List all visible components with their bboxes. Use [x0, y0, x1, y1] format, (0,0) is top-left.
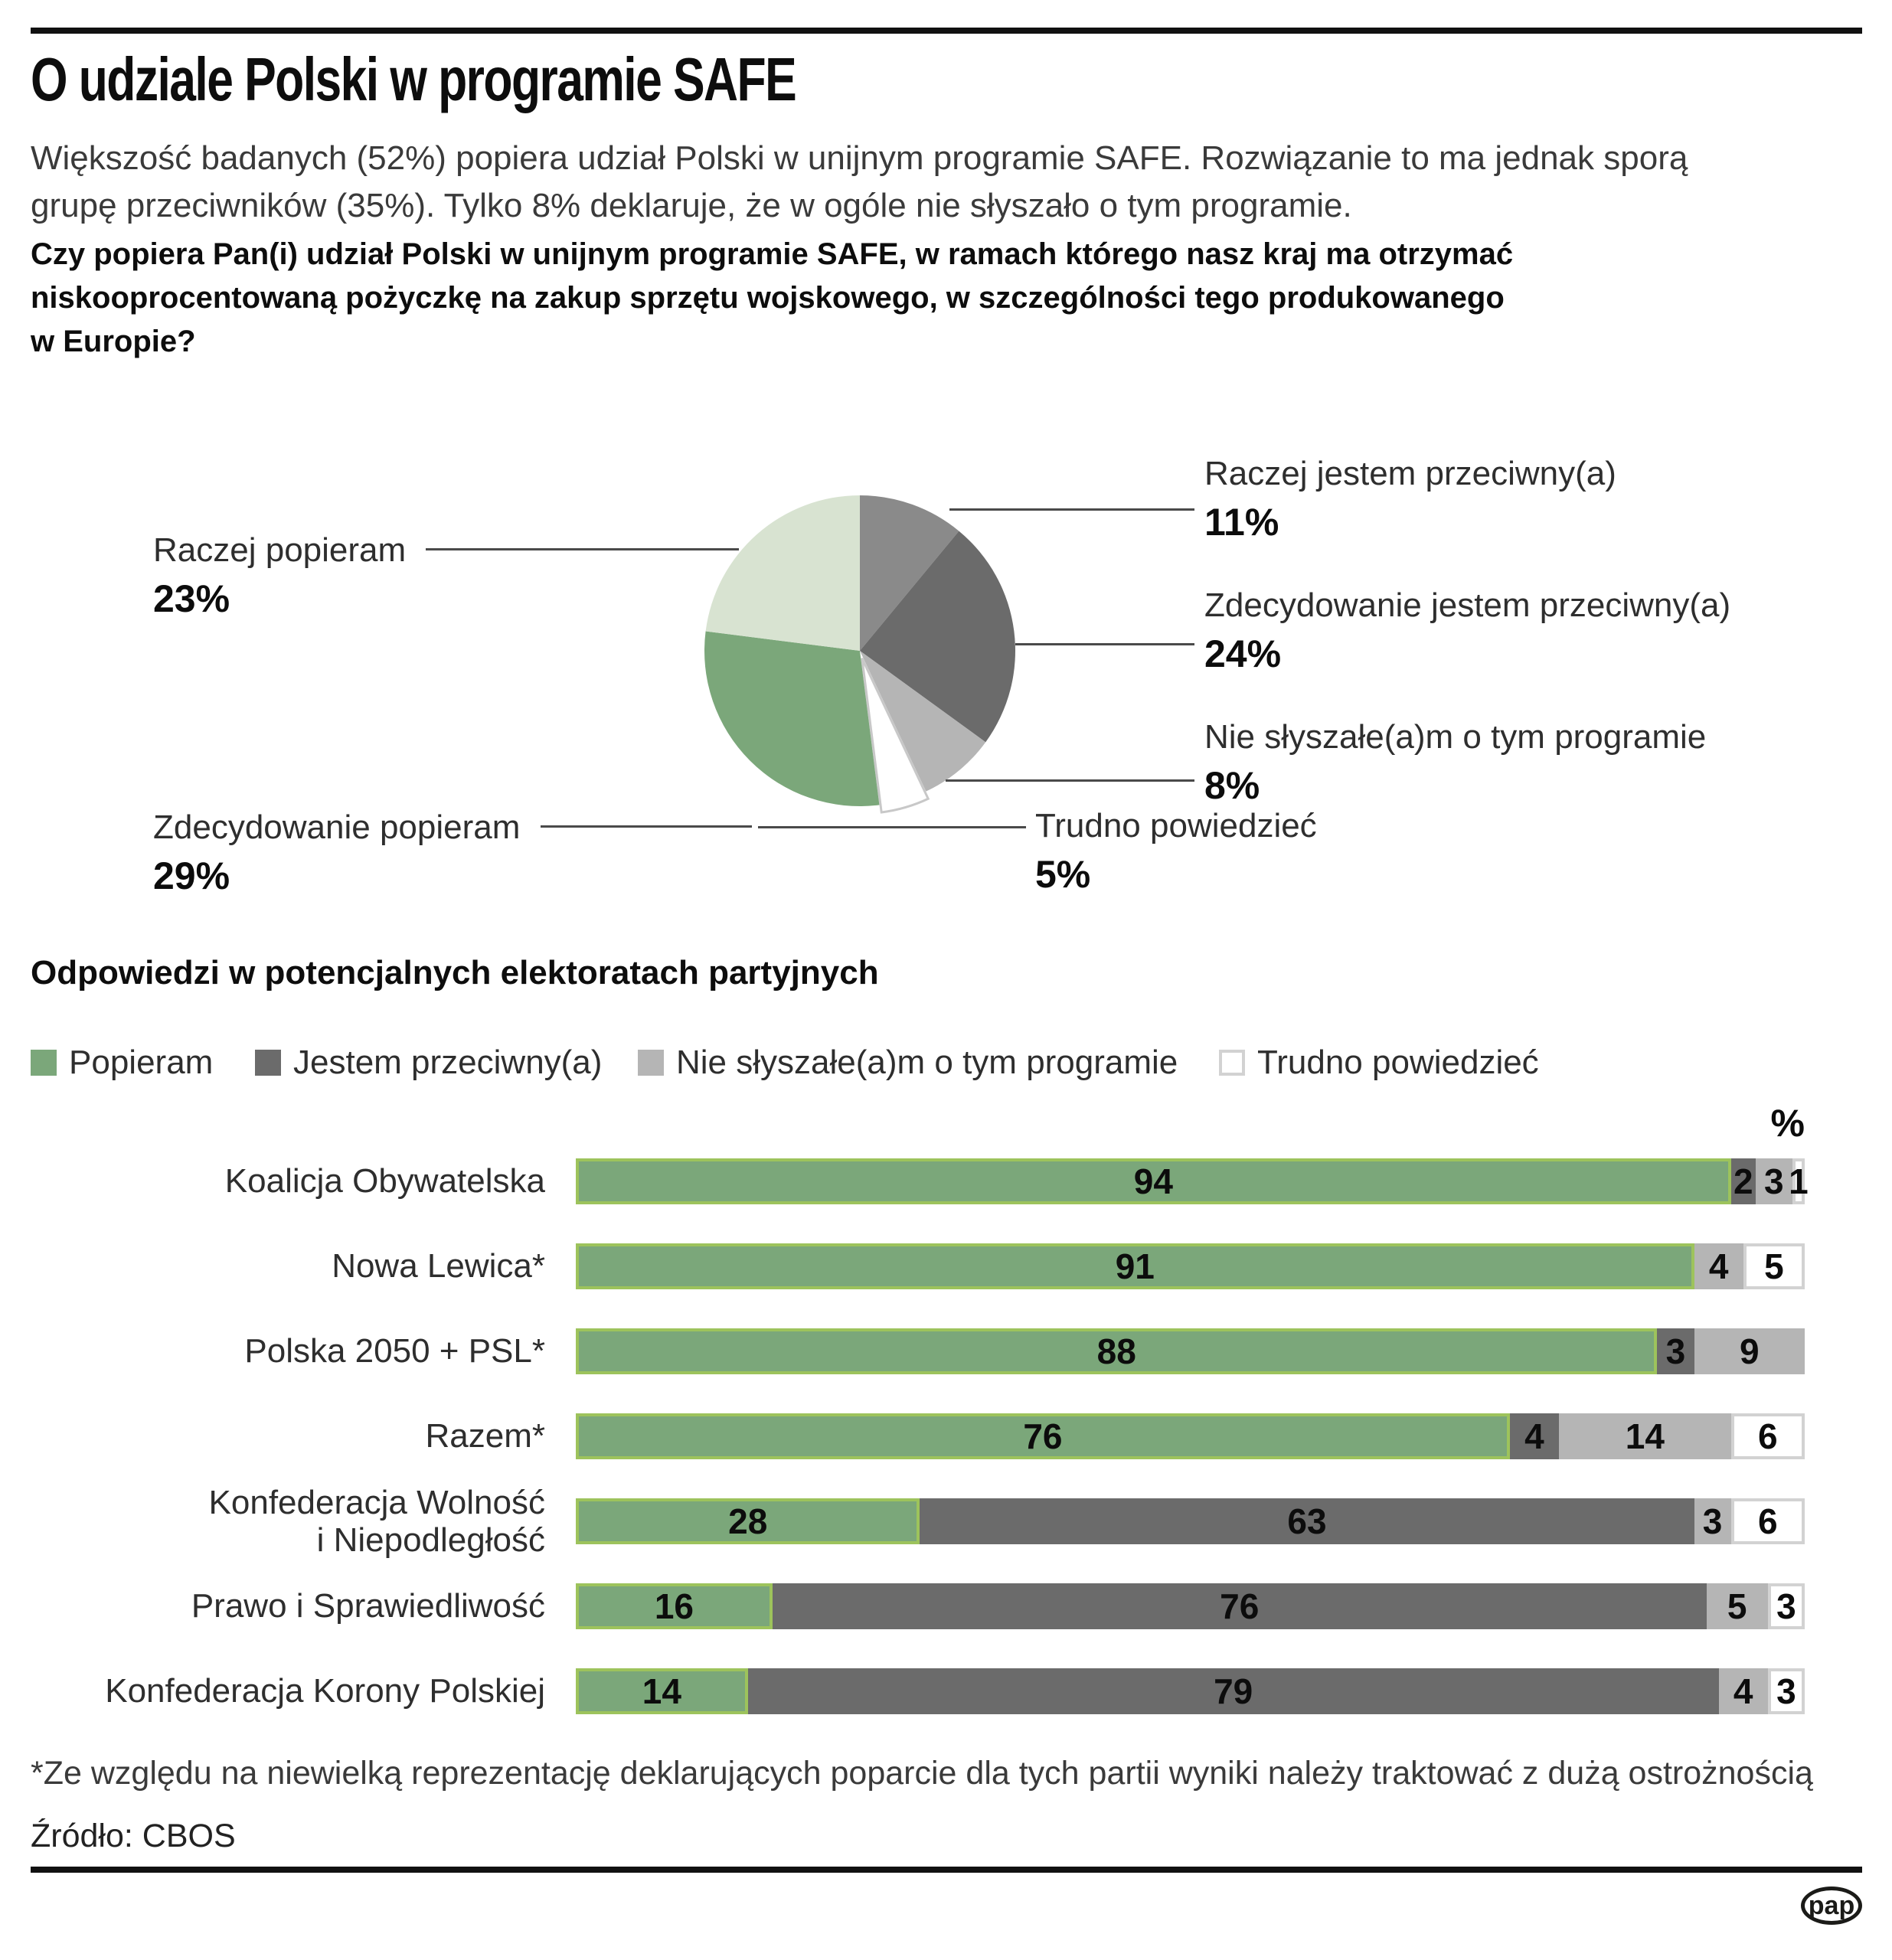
bar-segment-value: 63	[1287, 1501, 1327, 1541]
stacked-bar	[576, 1328, 1805, 1374]
bar-row-label	[0, 1413, 545, 1459]
bar-label-line1: Konfederacja Wolność	[208, 1483, 545, 1521]
pie-label-nie-slyszalem	[1204, 718, 1706, 808]
bar-segment-value: 6	[1758, 1501, 1778, 1541]
intro-line-2: grupę przeciwników (35%). Tylko 8% deklaruje, że w ogóle nie słyszało o tym programie.	[31, 187, 1352, 225]
bar-segment	[1743, 1243, 1805, 1289]
bar-segment	[1657, 1328, 1694, 1374]
pie-chart	[704, 495, 1015, 806]
bar-segment	[576, 1328, 1657, 1374]
legend-swatch-white	[1219, 1050, 1245, 1076]
bar-segment	[576, 1668, 748, 1714]
survey-question	[31, 233, 1513, 363]
pie-label-percent: 23%	[153, 577, 230, 621]
footnote: *Ze względu na niewielką reprezentację deklarujących poparcie dla tych partii wyniki należy traktować z dużą ostrożnością	[31, 1755, 1813, 1792]
stacked-bar	[576, 1583, 1805, 1629]
bar-segment	[576, 1243, 1694, 1289]
pie-label-raczej-przeciwny	[1204, 455, 1616, 544]
bar-label-line1: Nowa Lewica*	[332, 1247, 545, 1285]
bar-segment	[1768, 1668, 1805, 1714]
bar-row-label	[0, 1583, 545, 1629]
bar-label-line1: Konfederacja Korony Polskiej	[105, 1672, 545, 1710]
source-attribution: Źródło: CBOS	[31, 1818, 236, 1854]
pie-label-text: Zdecydowanie popieram	[153, 808, 521, 846]
bar-row-razem	[0, 1413, 1892, 1459]
bottom-rule	[31, 1867, 1862, 1873]
legend-label: Popieram	[69, 1044, 214, 1081]
pie-chart-svg	[704, 495, 1015, 806]
bar-segment	[1731, 1158, 1756, 1204]
pie-label-trudno-powiedziec	[1035, 807, 1317, 897]
bar-row-label	[0, 1328, 545, 1374]
pie-label-text: Nie słyszałe(a)m o tym programie	[1204, 718, 1707, 756]
bar-segment	[576, 1158, 1731, 1204]
legend-label: Trudno powiedzieć	[1257, 1044, 1539, 1081]
page-title: O udziale Polski w programie SAFE	[31, 45, 796, 113]
bar-segment	[920, 1498, 1694, 1544]
pie-slice	[704, 632, 879, 806]
pie-label-text: Zdecydowanie jestem przeciwny(a)	[1204, 586, 1731, 624]
bar-row-polska-2050-psl	[0, 1328, 1892, 1374]
bar-label-line1: Prawo i Sprawiedliwość	[191, 1587, 545, 1625]
bar-segment	[773, 1583, 1707, 1629]
pap-logo-text: pap	[1808, 1891, 1855, 1920]
intro-line-1: Większość badanych (52%) popiera udział Polski w unijnym programie SAFE. Rozwiązanie to ma jednak sporą	[31, 139, 1688, 177]
stacked-bar	[576, 1668, 1805, 1714]
legend-item-popieram	[31, 1043, 213, 1083]
bar-segment	[1768, 1583, 1805, 1629]
bar-label-line1: Razem*	[425, 1417, 545, 1455]
bar-row-label	[0, 1483, 545, 1559]
bar-label-line2: i Niepodległość	[316, 1521, 545, 1559]
bar-segment-value: 9	[1739, 1331, 1760, 1371]
question-line-2: niskooprocentowaną pożyczkę na zakup sprzętu wojskowego, w szczególności tego produkowanego	[31, 280, 1505, 315]
leader-line-zdecydowanie-przeciwny	[1015, 643, 1194, 645]
bar-segment-value: 14	[1625, 1416, 1665, 1456]
bar-segment	[1707, 1583, 1768, 1629]
legend-swatch-dark-gray	[255, 1050, 281, 1076]
bar-segment-value: 3	[1776, 1586, 1796, 1626]
stacked-bar	[576, 1413, 1805, 1459]
bar-segment	[748, 1668, 1719, 1714]
bar-segment	[576, 1413, 1510, 1459]
bar-segment-value: 91	[1115, 1246, 1155, 1286]
bar-segment-value: 76	[1220, 1586, 1260, 1626]
bar-row-label	[0, 1243, 545, 1289]
question-line-3: w Europie?	[31, 324, 196, 358]
section-title: Odpowiedzi w potencjalnych elektoratach partyjnych	[31, 954, 879, 991]
leader-line-raczej-popieram	[426, 548, 739, 550]
pie-label-percent: 29%	[153, 854, 230, 898]
intro-text	[31, 135, 1688, 230]
bar-segment-value: 5	[1727, 1586, 1747, 1626]
bar-segment	[1559, 1413, 1731, 1459]
leader-line-raczej-przeciwny	[949, 508, 1194, 511]
bar-segment-value: 4	[1524, 1416, 1544, 1456]
pie-label-zdecydowanie-przeciwny	[1204, 586, 1730, 676]
stacked-bar	[576, 1243, 1805, 1289]
stacked-bar	[576, 1498, 1805, 1544]
percent-axis-label: %	[1770, 1102, 1805, 1145]
bar-segment-value: 88	[1096, 1331, 1136, 1371]
bar-segment-value: 5	[1764, 1246, 1784, 1286]
pap-logo	[1801, 1886, 1862, 1925]
pie-label-percent: 11%	[1204, 501, 1279, 544]
bar-row-konfederacja-korony	[0, 1668, 1892, 1714]
leader-line-nie-slyszalem	[946, 779, 1194, 782]
bar-segment	[1694, 1243, 1743, 1289]
bar-segment	[576, 1498, 920, 1544]
bar-segment-value: 3	[1776, 1671, 1796, 1711]
pie-label-text: Trudno powiedzieć	[1035, 807, 1317, 844]
pie-label-text: Raczej popieram	[153, 531, 407, 569]
bar-segment-value: 1	[1789, 1161, 1809, 1201]
bar-segment-value: 79	[1214, 1671, 1253, 1711]
bar-segment-value: 94	[1133, 1161, 1173, 1201]
bar-segment	[1694, 1498, 1731, 1544]
pie-label-zdecydowanie-popieram	[153, 808, 520, 898]
legend-item-trudno	[1219, 1043, 1539, 1083]
pie-label-percent: 8%	[1204, 764, 1260, 808]
bar-segment	[1731, 1413, 1805, 1459]
bar-segment-value: 76	[1023, 1416, 1063, 1456]
pie-label-percent: 24%	[1204, 632, 1282, 676]
leader-line-zdecydowanie-popieram	[541, 825, 752, 828]
legend-label: Jestem przeciwny(a)	[293, 1044, 603, 1081]
bar-segment-value: 28	[728, 1501, 768, 1541]
bar-segment-value: 16	[654, 1586, 694, 1626]
bar-segment-value: 3	[1702, 1501, 1723, 1541]
legend-item-przeciwny	[255, 1043, 602, 1083]
legend-item-nie-slyszalem	[638, 1043, 1178, 1083]
legend-swatch-green	[31, 1050, 57, 1076]
pie-slice	[706, 495, 860, 651]
bar-segment	[1719, 1668, 1768, 1714]
bar-segment	[1694, 1328, 1805, 1374]
bar-segment-value: 2	[1733, 1161, 1753, 1201]
legend-label: Nie słyszałe(a)m o tym programie	[676, 1044, 1178, 1081]
bar-row-konfederacja-win	[0, 1483, 1892, 1559]
bar-segment-value: 4	[1733, 1671, 1753, 1711]
bar-segment-value: 6	[1758, 1416, 1778, 1456]
legend-swatch-light-gray	[638, 1050, 664, 1076]
bar-segment	[1789, 1158, 1809, 1204]
bar-segment	[1510, 1413, 1559, 1459]
bar-row-nowa-lewica	[0, 1243, 1892, 1289]
bar-row-label	[0, 1158, 545, 1204]
top-rule	[31, 28, 1862, 34]
bar-row-label	[0, 1668, 545, 1714]
bar-segment-value: 3	[1665, 1331, 1686, 1371]
bar-segment-value: 14	[642, 1671, 681, 1711]
bar-label-line1: Polska 2050 + PSL*	[244, 1332, 545, 1370]
bar-segment-value: 4	[1708, 1246, 1729, 1286]
pie-label-text: Raczej jestem przeciwny(a)	[1204, 455, 1616, 492]
stacked-bar	[576, 1158, 1809, 1204]
leader-line-trudno-powiedziec	[758, 826, 1026, 828]
bar-segment	[1731, 1498, 1805, 1544]
bar-segment	[1756, 1158, 1792, 1204]
bar-row-koalicja-obywatelska	[0, 1158, 1892, 1204]
pie-label-raczej-popieram	[153, 531, 406, 621]
bar-row-pis	[0, 1583, 1892, 1629]
bar-segment-value: 3	[1764, 1161, 1784, 1201]
pie-label-percent: 5%	[1035, 853, 1091, 897]
question-line-1: Czy popiera Pan(i) udział Polski w unijnym programie SAFE, w ramach którego nasz kraj ma otrzymać	[31, 237, 1514, 271]
bar-label-line1: Koalicja Obywatelska	[224, 1162, 545, 1200]
bar-segment	[576, 1583, 773, 1629]
